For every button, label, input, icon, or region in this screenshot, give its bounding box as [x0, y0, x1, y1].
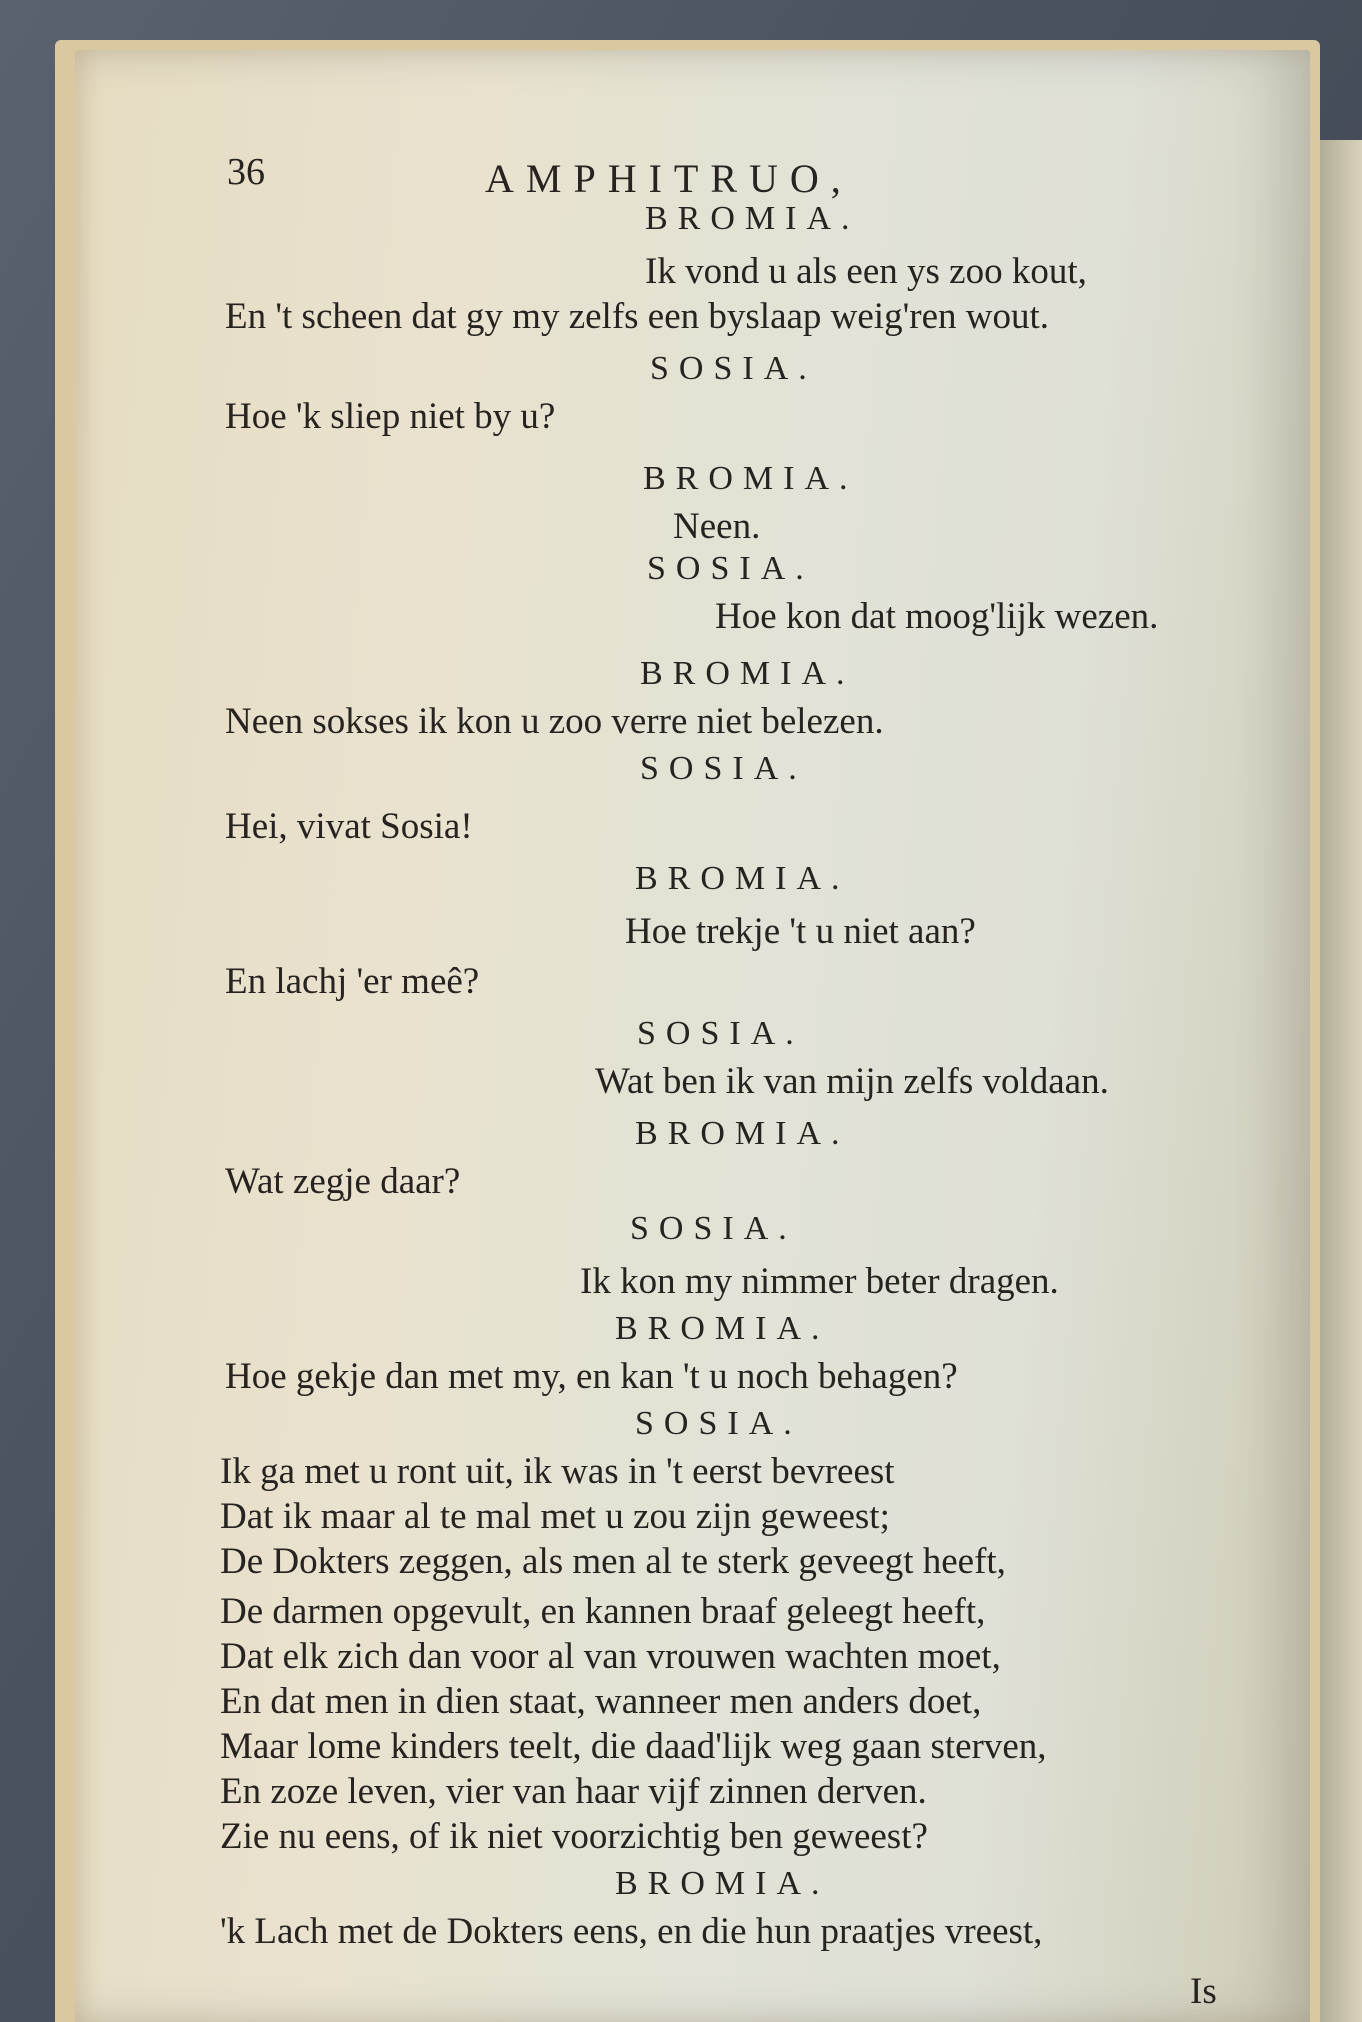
- speaker-label: SOSIA.: [650, 350, 817, 387]
- speaker-label: SOSIA.: [630, 1210, 797, 1247]
- verse-line: Hoe kon dat moog'lijk wezen.: [715, 596, 1159, 637]
- speaker-label: BROMIA.: [643, 460, 858, 497]
- verse-line: Hoe trekje 't u niet aan?: [625, 911, 976, 952]
- verse-line: En zoze leven, vier van haar vijf zinnen derven.: [220, 1771, 927, 1812]
- speaker-label: BROMIA.: [615, 1865, 830, 1902]
- verse-line: Wat ben ik van mijn zelfs voldaan.: [595, 1061, 1109, 1102]
- speaker-label: BROMIA.: [615, 1310, 830, 1347]
- book-page: [75, 50, 1310, 2022]
- speaker-label: SOSIA.: [647, 550, 814, 587]
- verse-line: Hoe gekje dan met my, en kan 't u noch behagen?: [225, 1356, 958, 1397]
- verse-line: Ik vond u als een ys zoo kout,: [645, 251, 1087, 292]
- verse-line: Dat ik maar al te mal met u zou zijn geweest;: [220, 1496, 890, 1537]
- speaker-label: SOSIA.: [637, 1015, 804, 1052]
- verse-line: Dat elk zich dan voor al van vrouwen wachten moet,: [220, 1636, 1001, 1677]
- verse-line: Ik kon my nimmer beter dragen.: [580, 1261, 1059, 1302]
- speaker-label: SOSIA.: [640, 750, 807, 787]
- verse-line: Neen sokses ik kon u zoo verre niet belezen.: [225, 701, 884, 742]
- verse-line: De Dokters zeggen, als men al te sterk geveegt heeft,: [220, 1541, 1006, 1582]
- verse-line: Hoe 'k sliep niet by u?: [225, 396, 556, 437]
- verse-line: De darmen opgevult, en kannen braaf geleegt heeft,: [220, 1591, 986, 1632]
- speaker-label: BROMIA.: [645, 200, 860, 237]
- speaker-label: SOSIA.: [635, 1405, 802, 1442]
- verse-line: En 't scheen dat gy my zelfs een byslaap weig'ren wout.: [225, 296, 1049, 337]
- speaker-label: BROMIA.: [635, 860, 850, 897]
- catchword: Is: [1190, 1971, 1217, 2012]
- verse-line: Neen.: [673, 506, 761, 547]
- page-number: 36: [227, 151, 265, 193]
- verse-line: Maar lome kinders teelt, die daad'lijk weg gaan sterven,: [220, 1726, 1047, 1767]
- verse-line: Hei, vivat Sosia!: [225, 806, 473, 847]
- verse-line: Wat zegje daar?: [225, 1161, 461, 1202]
- running-title: AMPHITRUO,: [485, 156, 853, 201]
- verse-line: En lachj 'er meê?: [225, 961, 480, 1002]
- verse-line: Ik ga met u ront uit, ik was in 't eerst bevreest: [220, 1451, 895, 1492]
- verse-line: Zie nu eens, of ik niet voorzichtig ben geweest?: [220, 1816, 928, 1857]
- speaker-label: BROMIA.: [635, 1115, 850, 1152]
- verse-line: En dat men in dien staat, wanneer men anders doet,: [220, 1681, 982, 1722]
- verse-line: 'k Lach met de Dokters eens, en die hun praatjes vreest,: [220, 1911, 1043, 1952]
- speaker-label: BROMIA.: [640, 655, 855, 692]
